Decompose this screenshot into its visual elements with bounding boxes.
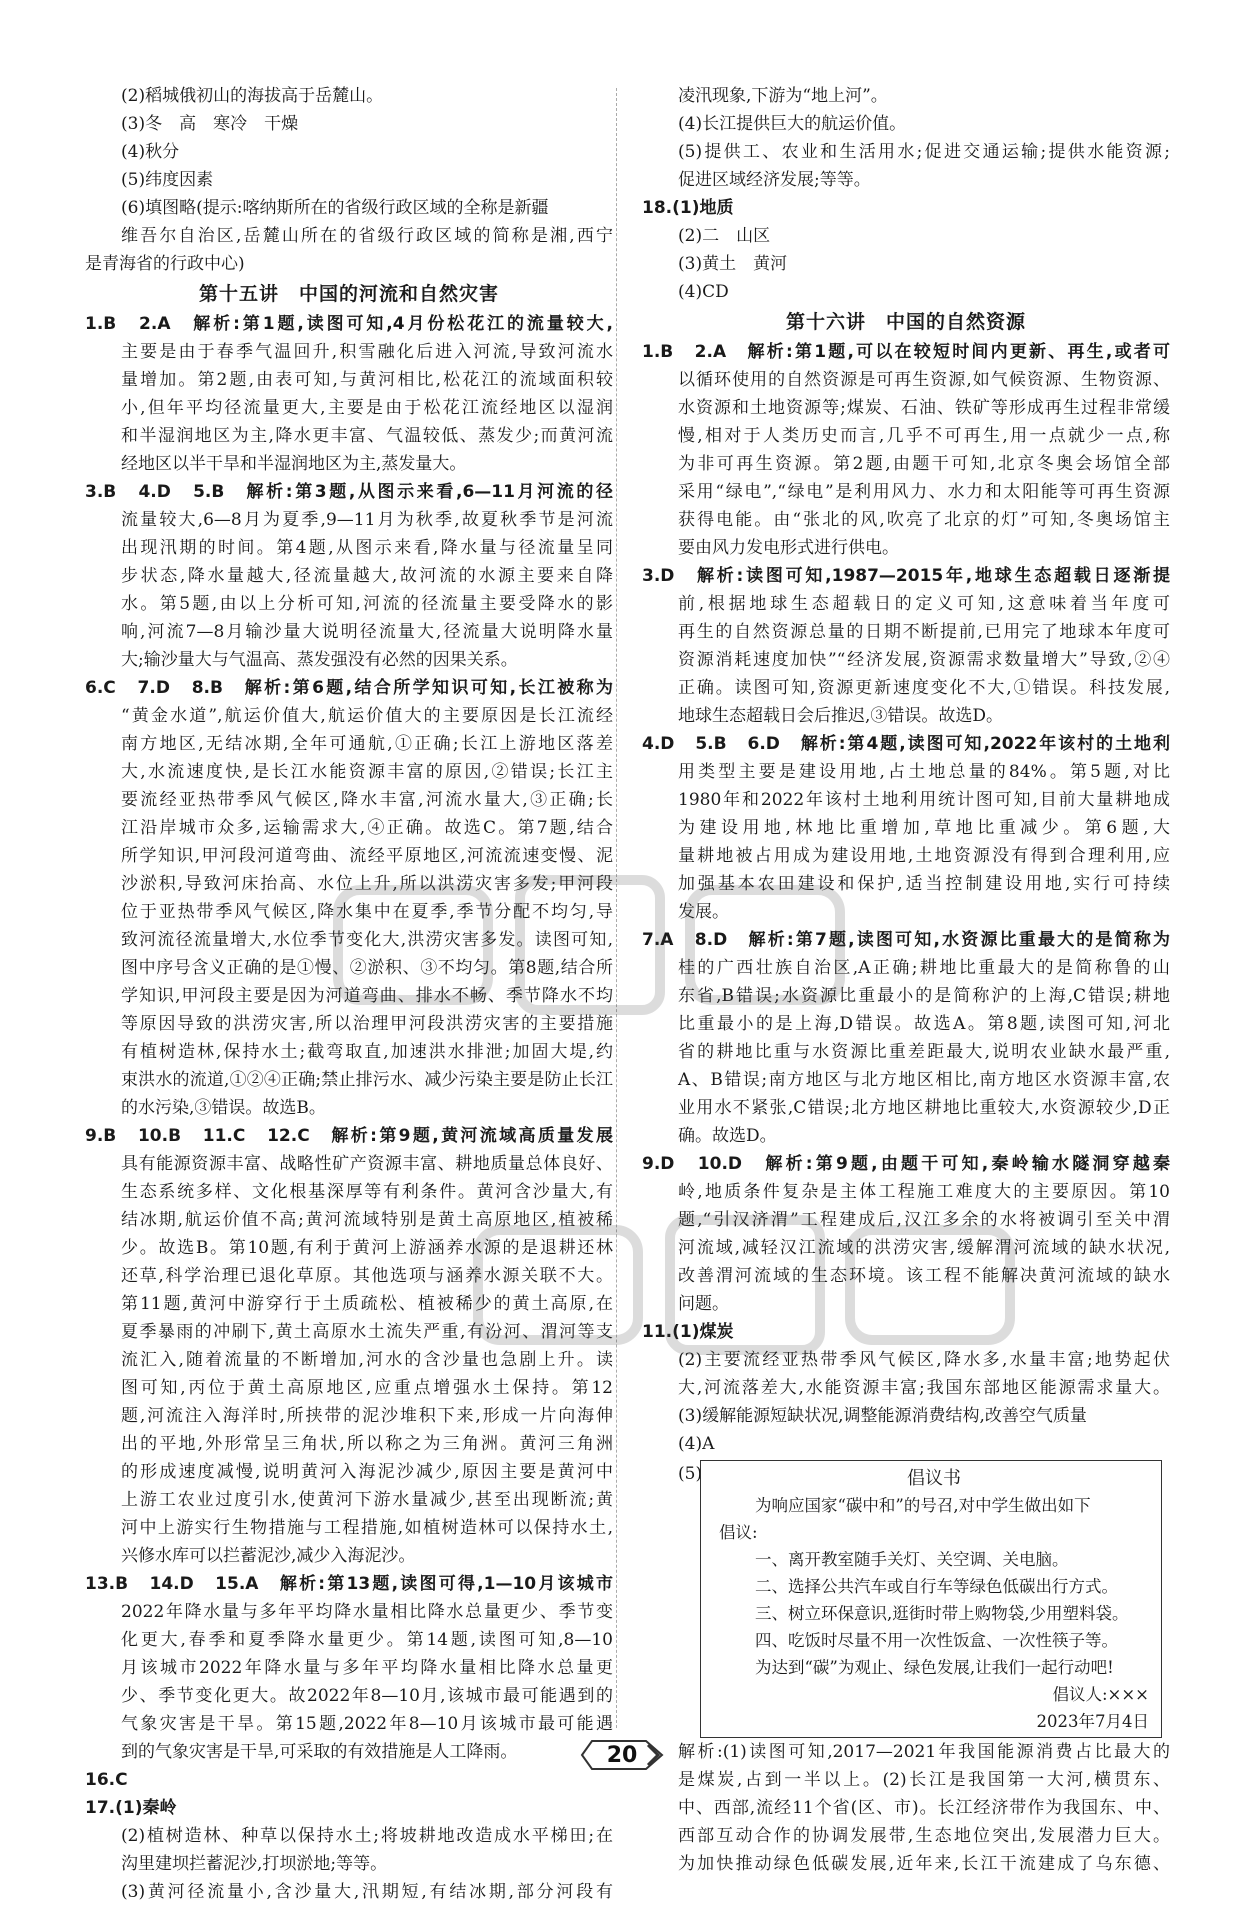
answer-line: 所学知识,甲河段河道弯曲、流经平原地区,河流流速变慢、泥 xyxy=(121,846,613,866)
answer-line: 沙淤积,导致河床抬高、水位上升,所以洪涝灾害多发;甲河段 xyxy=(121,874,613,894)
answer-line: 题,河流注入海洋时,所挟带的泥沙堆积下来,形成一片向海伸 xyxy=(121,1406,613,1426)
answer-line: 13.B 14.D 15.A 解析:第13题,读图可得,1—10月该城市 xyxy=(85,1574,613,1594)
answer-line: 为加快推动绿色低碳发展,近年来,长江干流建成了乌东德、 xyxy=(678,1854,1170,1874)
answer-line: (2)主要流经亚热带季风气候区,降水多,水量丰富;地势起伏 xyxy=(678,1350,1170,1370)
answer-line: (3)黄河径流量小,含沙量大,汛期短,有结冰期,部分河段有 xyxy=(121,1882,613,1902)
answer-line: 慢,相对于人类历史而言,几乎不可再生,用一点就少一点,称 xyxy=(678,426,1170,446)
answer-line: 东省,B错误;水资源比重最小的是简称沪的上海,C错误;耕地 xyxy=(678,986,1170,1006)
answer-line: 江沿岸城市众多,运输需求大,④正确。故选C。第7题,结合 xyxy=(121,818,613,838)
proposal-date: 2023年7月4日 xyxy=(1036,1712,1149,1731)
answer-line: 少、季节变化更大。故2022年8—10月,该城市最可能遇到的 xyxy=(121,1686,613,1706)
answer-line: 1980年和2022年该村土地利用统计图可知,目前大量耕地成 xyxy=(678,790,1170,810)
text-line: 维吾尔自治区,岳麓山所在的省级行政区域的简称是湘,西宁 xyxy=(121,226,613,246)
answer-line: 主要是由于春季气温回升,积雪融化后进入河流,导致河流水 xyxy=(121,342,613,362)
page-number: 20 xyxy=(606,1742,638,1768)
page-number-badge xyxy=(578,1737,666,1773)
proposal-line: 一、离开教室随手关灯、关空调、关电脑。 xyxy=(755,1550,1069,1569)
section-heading: 第十六讲 中国的自然资源 xyxy=(785,311,1026,333)
proposal-line: 倡议: xyxy=(719,1523,758,1542)
answer-line: 生态系统多样、文化根基深厚等有利条件。黄河含沙量大,有 xyxy=(121,1182,613,1202)
answer-line: 为建设用地,林地比重增加,草地比重减少。第6题,大 xyxy=(678,818,1170,838)
text-line: (3)黄土 黄河 xyxy=(678,254,788,274)
answer-line: 兴修水库可以拦蓄泥沙,减少入海泥沙。 xyxy=(121,1546,416,1566)
answer-line: 沟里建坝拦蓄泥沙,打坝淤地;等等。 xyxy=(121,1854,388,1874)
answer-line: 桂的广西壮族自治区,A正确;耕地比重最大的是简称鲁的山 xyxy=(678,958,1170,978)
answer-line: 夏季暴雨的冲刷下,黄土高原水土流失严重,有汾河、渭河等支 xyxy=(121,1322,613,1342)
answer-line: 业用水不紧张,C错误;北方地区耕地比重较大,水资源较少,D正 xyxy=(678,1098,1170,1118)
text-line: (5)提供工、农业和生活用水;促进交通运输;提供水能资源; xyxy=(678,142,1170,162)
answer-line: (2)植树造林、种草以保持水土;将坡耕地改造成水平梯田;在 xyxy=(121,1826,613,1846)
answer-line: 出的平地,外形常呈三角状,所以称之为三角洲。黄河三角洲 xyxy=(121,1434,613,1454)
right-tail xyxy=(642,1738,1170,1878)
right-top-block xyxy=(642,82,1170,306)
answer-line: 改善渭河流域的生态环境。该工程不能解决黄河流域的缺水 xyxy=(678,1266,1170,1286)
answer-line: 流量较大,6—8月为夏季,9—11月为秋季,故夏秋季节是河流 xyxy=(121,510,613,530)
answer-line: 结冰期,航运价值不高;黄河流域特别是黄土高原地区,植被稀 xyxy=(121,1210,613,1230)
answer-line: 量增加。第2题,由表可知,与黄河相比,松花江的流域面积较 xyxy=(121,370,613,390)
proposal-line: 四、吃饭时尽量不用一次性饭盒、一次性筷子等。 xyxy=(755,1631,1118,1650)
answer-line: 地球生态超载日会后推迟,③错误。故选D。 xyxy=(678,706,1004,726)
answer-line: 步状态,降水量越大,径流量越大,故河流的水源主要来自降 xyxy=(121,566,613,586)
answer-line: 中、西部,流经11个省(区、市)。长江经济带作为我国东、中、 xyxy=(678,1798,1170,1818)
answer-line: 岭,地质条件复杂是主体工程施工难度大的主要原因。第10 xyxy=(678,1182,1170,1202)
proposal-box xyxy=(700,1460,1162,1738)
text-line: (6)填图略(提示:喀纳斯所在的省级行政区域的全称是新疆 xyxy=(121,198,549,218)
proposal-line: 为响应国家“碳中和”的号召,对中学生做出如下 xyxy=(755,1496,1091,1515)
answer-line: 16.C xyxy=(85,1770,128,1790)
left-top-block xyxy=(85,82,613,278)
answer-line: 的水污染,③错误。故选B。 xyxy=(121,1098,326,1118)
section-heading: 第十五讲 中国的河流和自然灾害 xyxy=(198,283,499,305)
answer-line: 月该城市2022年降水量与多年平均降水量相比降水总量更 xyxy=(121,1658,613,1678)
answer-line: 小,但年平均径流量更大,主要是由于松花江流经地区以湿润 xyxy=(121,398,613,418)
answer-line: 位于亚热带季风气候区,降水集中在夏季,季节分配不均匀,导 xyxy=(121,902,613,922)
text-line: 凌汛现象,下游为“地上河”。 xyxy=(678,86,888,106)
answer-line: 经地区以半干旱和半湿润地区为主,蒸发量大。 xyxy=(121,454,467,474)
answer-line: 正确。读图可知,资源更新速度变化不大,①错误。科技发展, xyxy=(678,678,1170,698)
answer-line: 加强基本农田建设和保护,适当控制建设用地,实行可持续 xyxy=(678,874,1170,894)
answer-line: “黄金水道”,航运价值大,航运价值大的主要原因是长江流经 xyxy=(121,706,613,726)
proposal-title: 倡议书 xyxy=(907,1468,961,1489)
answer-line: 流汇入,随着流量的不断增加,河水的含沙量也急剧上升。读 xyxy=(121,1350,613,1370)
answer-line: 前,根据地球生态超载日的定义可知,这意味着当年度可 xyxy=(678,594,1170,614)
answer-line: 有植树造林,保持水土;截弯取直,加速洪水排泄;加固大堤,约 xyxy=(121,1042,613,1062)
text-line: (2)二 山区 xyxy=(678,226,771,246)
answer-line: 4.D 5.B 6.D 解析:第4题,读图可知,2022年该村的土地利 xyxy=(642,734,1170,754)
answer-line: 大,河流落差大,水能资源丰富;我国东部地区能源需求量大。 xyxy=(678,1378,1170,1398)
proposal-line: 二、选择公共汽车或自行车等绿色低碳出行方式。 xyxy=(755,1577,1118,1596)
proposal-line: 为达到“碳”为观止、绿色发展,让我们一起行动吧! xyxy=(755,1658,1114,1677)
answer-line: 束洪水的流道,①②④正确;禁止排污水、减少污染主要是防止长江 xyxy=(121,1070,613,1090)
answer-line: 用类型主要是建设用地,占土地总量的84%。第5题,对比 xyxy=(678,762,1170,782)
answer-line: 大,水流速度快,是长江水能资源丰富的原因,②错误;长江主 xyxy=(121,762,613,782)
answer-line: (3)缓解能源短缺状况,调整能源消费结构,改善空气质量 xyxy=(678,1406,1087,1426)
answer-line: 省的耕地比重与水资源比重差距最大,说明农业缺水最严重, xyxy=(678,1042,1170,1062)
answer-line: 1.B 2.A 解析:第1题,读图可知,4月份松花江的流量较大, xyxy=(85,314,613,334)
text-line: (5)纬度因素 xyxy=(121,170,214,190)
answer-line: 11.(1)煤炭 xyxy=(642,1322,734,1342)
answer-line: 致河流径流量增大,水位季节变化大,洪涝灾害多发。读图可知, xyxy=(121,930,613,950)
left-answers xyxy=(85,310,613,1906)
answer-line: 响,河流7—8月输沙量大说明径流量大,径流量大说明降水量 xyxy=(121,622,613,642)
answer-line: A、B错误;南方地区与北方地区相比,南方地区水资源丰富,农 xyxy=(678,1070,1170,1090)
right-answers xyxy=(642,338,1170,1458)
text-line: (3)冬 高 寒冷 干燥 xyxy=(121,114,299,134)
answer-line: 题,“引汉济渭”工程建成后,汉江多余的水将被调引至关中渭 xyxy=(678,1210,1170,1230)
answer-line: 水。第5题,由以上分析可知,河流的径流量主要受降水的影 xyxy=(121,594,613,614)
answer-line: 具有能源资源丰富、战略性矿产资源丰富、耕地质量总体良好、 xyxy=(121,1154,613,1174)
answer-line: 学知识,甲河段主要是因为河道弯曲、排水不畅、季节降水不均 xyxy=(121,986,613,1006)
answer-line: 上游工农业过度引水,使黄河下游水量减少,甚至出现断流;黄 xyxy=(121,1490,613,1510)
answer-line: 河中上游实行生物措施与工程措施,如植树造林可以保持水土, xyxy=(121,1518,613,1538)
answer-line: 要流经亚热带季风气候区,降水丰富,河流水量大,③正确;长 xyxy=(121,790,613,810)
answer-line: 水资源和土地资源等;煤炭、石油、铁矿等形成再生过程非常缓 xyxy=(678,398,1170,418)
answer-line: 少。故选B。第10题,有利于黄河上游涵养水源的是退耕还林 xyxy=(121,1238,613,1258)
answer-line: 第11题,黄河中游穿行于土质疏松、植被稀少的黄土高原,在 xyxy=(121,1294,613,1314)
answer-line: 9.B 10.B 11.C 12.C 解析:第9题,黄河流域高质量发展 xyxy=(85,1126,613,1146)
answer-line: 出现汛期的时间。第4题,从图示来看,降水量与径流量呈同 xyxy=(121,538,613,558)
text-line: (4)CD xyxy=(678,282,729,302)
answer-line: 3.D 解析:读图可知,1987—2015年,地球生态超载日逐渐提 xyxy=(642,566,1170,586)
answer-line: 6.C 7.D 8.B 解析:第6题,结合所学知识可知,长江被称为 xyxy=(85,678,613,698)
answer-line: 9.D 10.D 解析:第9题,由题干可知,秦岭输水隧洞穿越秦 xyxy=(642,1154,1170,1174)
text-line: 促进区域经济发展;等等。 xyxy=(678,170,871,190)
answer-line: 采用“绿电”,“绿电”是利用风力、水力和太阳能等可再生资源 xyxy=(678,482,1170,502)
text-line: (4)秋分 xyxy=(121,142,180,162)
answer-line: 问题。 xyxy=(678,1294,729,1314)
text-line: 是青海省的行政中心) xyxy=(85,254,245,274)
proposal-label: (5) xyxy=(678,1464,703,1484)
left-column xyxy=(85,82,613,1906)
answer-line: 图中序号含义正确的是①慢、②淤积、③不均匀。第8题,结合所 xyxy=(121,958,613,978)
text-line: 18.(1)地质 xyxy=(642,198,734,218)
answer-line: 要由风力发电形式进行供电。 xyxy=(678,538,899,558)
answer-line: 解析:(1)读图可知,2017—2021年我国能源消费占比最大的 xyxy=(678,1742,1170,1762)
answer-line: 1.B 2.A 解析:第1题,可以在较短时间内更新、再生,或者可 xyxy=(642,342,1170,362)
answer-line: 获得电能。由“张北的风,吹亮了北京的灯”可知,冬奥场馆主 xyxy=(678,510,1170,530)
answer-line: 和半湿润地区为主,降水更丰富、气温较低、蒸发少;而黄河流 xyxy=(121,426,613,446)
answer-line: 为非可再生资源。第2题,由题干可知,北京冬奥会场馆全部 xyxy=(678,454,1170,474)
answer-line: 确。故选D。 xyxy=(678,1126,777,1146)
answer-line: 7.A 8.D 解析:第7题,读图可知,水资源比重最大的是简称为 xyxy=(642,930,1170,950)
text-line: (2)稻城俄初山的海拔高于岳麓山。 xyxy=(121,86,384,106)
answer-line: (4)A xyxy=(678,1434,715,1454)
answer-line: 比重最小的是上海,D错误。故选A。第8题,读图可知,河北 xyxy=(678,1014,1170,1034)
answer-line: 等原因导致的洪涝灾害,所以治理甲河段洪涝灾害的主要措施 xyxy=(121,1014,613,1034)
answer-line: 量耕地被占用成为建设用地,土地资源没有得到合理利用,应 xyxy=(678,846,1170,866)
answer-line: 以循环使用的自然资源是可再生资源,如气候资源、生物资源、 xyxy=(678,370,1170,390)
answer-line: 大;输沙量大与气温高、蒸发强没有必然的因果关系。 xyxy=(121,650,518,670)
answer-line: 17.(1)秦岭 xyxy=(85,1798,177,1818)
answer-line: 2022年降水量与多年平均降水量相比降水总量更少、季节变 xyxy=(121,1602,613,1622)
answer-line: 西部互动合作的协调发展带,生态地位突出,发展潜力巨大。 xyxy=(678,1826,1170,1846)
right-column xyxy=(642,82,1170,1878)
answer-line: 是煤炭,占到一半以上。(2)长江是我国第一大河,横贯东、 xyxy=(678,1770,1170,1790)
proposal-area xyxy=(642,1460,1170,1738)
answer-line: 再生的自然资源总量的日期不断提前,已用完了地球本年度可 xyxy=(678,622,1170,642)
answer-line: 图可知,丙位于黄土高原地区,应重点增强水土保持。第12 xyxy=(121,1378,613,1398)
answer-line: 3.B 4.D 5.B 解析:第3题,从图示来看,6—11月河流的径 xyxy=(85,482,613,502)
answer-line: 还草,科学治理已退化草原。其他选项与涵养水源关联不大。 xyxy=(121,1266,613,1286)
answer-line: 资源消耗速度加快”“经济发展,资源需求数量增大”导致,②④ xyxy=(678,650,1170,670)
answer-line: 河流域,减轻汉江流域的洪涝灾害,缓解渭河流域的缺水状况, xyxy=(678,1238,1170,1258)
answer-line: 发展。 xyxy=(678,902,729,922)
proposal-line: 三、树立环保意识,逛街时带上购物袋,少用塑料袋。 xyxy=(755,1604,1129,1623)
text-line: (4)长江提供巨大的航运价值。 xyxy=(678,114,907,134)
answer-line: 的形成速度减慢,说明黄河入海泥沙减少,原因主要是黄河中 xyxy=(121,1462,613,1482)
answer-line: 南方地区,无结冰期,全年可通航,①正确;长江上游地区落差 xyxy=(121,734,613,754)
proposal-signer: 倡议人:××× xyxy=(1052,1685,1149,1704)
answer-line: 到的气象灾害是干旱,可采取的有效措施是人工降雨。 xyxy=(121,1742,518,1762)
answer-line: 化更大,春季和夏季降水量更少。第14题,读图可知,8—10 xyxy=(121,1630,613,1650)
column-divider xyxy=(616,88,617,1728)
answer-line: 气象灾害是干旱。第15题,2022年8—10月该城市最可能遇 xyxy=(121,1714,613,1734)
